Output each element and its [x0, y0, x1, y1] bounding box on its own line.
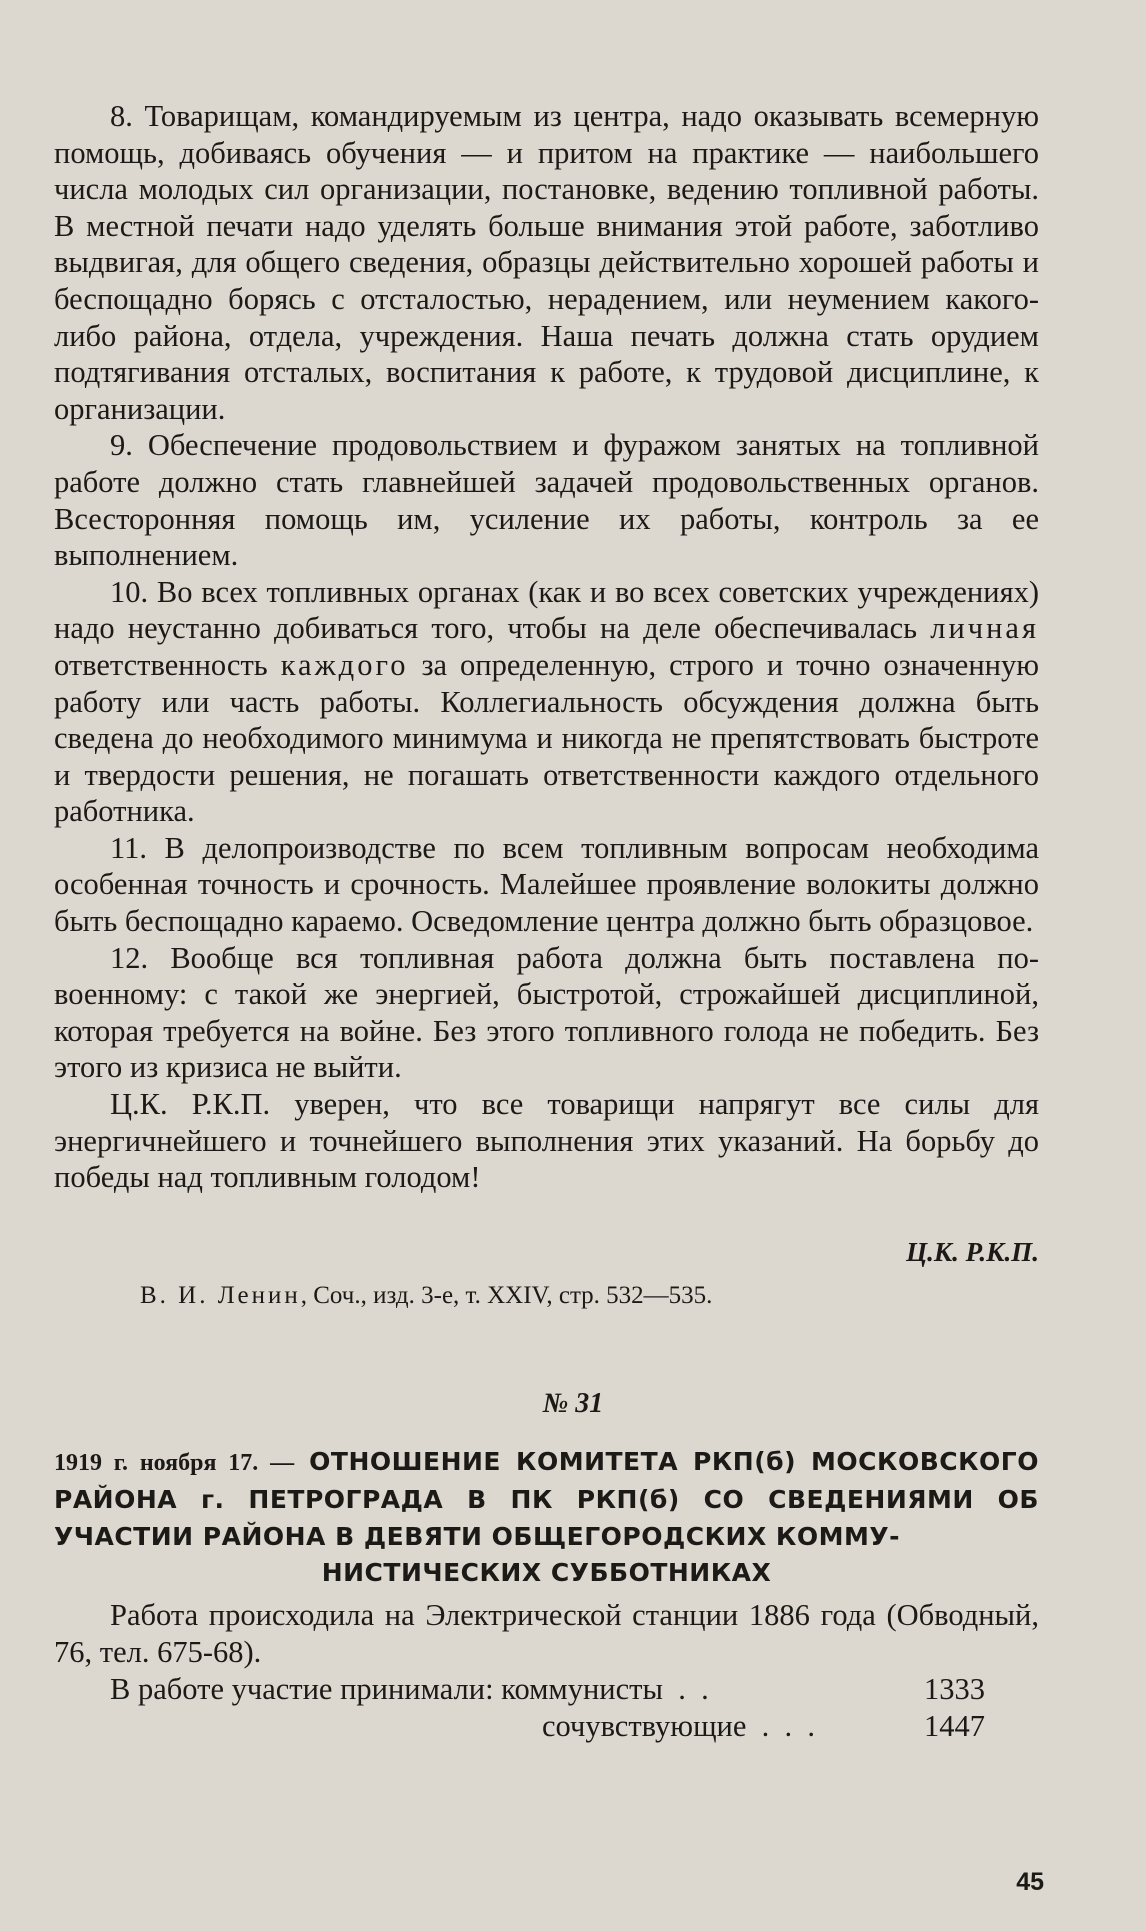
paragraph-11: 11. В делопроизводстве по всем топливным вопросам необходима особенная точность и срочность. Малейшее проявление волокиты должно быть беспощадно караемо. Осведомление центра должно быть образцовое.	[54, 830, 1039, 939]
main-text	[54, 98, 1039, 1196]
document-body	[54, 1597, 1039, 1745]
paragraph-closing: Ц.К. Р.К.П. уверен, что все товарищи напрягут все силы для энергичнейшего и точнейшего выполнения этих указаний. На борьбу до победы над топливным голодом!	[54, 1087, 1039, 1195]
p10-part2: ответственность	[54, 647, 281, 682]
sympathizers-label: сочувствующие . . .	[542, 1709, 816, 1743]
participation-row-communists	[54, 1671, 1039, 1708]
sympathizers-count: 1447	[924, 1709, 985, 1743]
paragraph-9: 9. Обеспечение продовольствием и фуражом занятых на топливной работе должно стать главнейшей задачей продовольственных органов. Всесторонняя помощь им, усиление их работы, контроль за ее выполнением.	[54, 428, 1039, 573]
heading-date: 1919 г. ноября 17. —	[54, 1450, 295, 1476]
heading-title-last: НИСТИЧЕСКИХ СУББОТНИКАХ	[321, 1558, 772, 1587]
p10-emphasis-personal: личная	[930, 611, 1039, 646]
page-number: 45	[1016, 1868, 1044, 1896]
p10-part3: за определенную, строго и точно означенную работу или часть работы. Коллегиальность обсуждения должна быть сведена до необходимого минимума и никогда не препятствовать быстроте и твердости решения, не погашать ответственности каждого отдельного работника.	[54, 647, 1039, 829]
document-number: № 31	[542, 1388, 604, 1419]
p10-emphasis-each: каждого	[280, 647, 409, 682]
document-heading	[54, 1443, 1039, 1591]
communists-count: 1333	[924, 1672, 985, 1706]
signature: Ц.К. Р.К.П.	[906, 1237, 1039, 1267]
participation-row-sympathizers	[54, 1708, 1039, 1745]
citation-author: В. И. Ленин	[140, 1282, 301, 1309]
citation-rest: , Соч., изд. 3-е, т. XXIV, стр. 532—535.	[300, 1282, 713, 1309]
participation-intro: В работе участие принимали: коммунисты . .	[110, 1672, 709, 1706]
body-paragraph: Работа происходила на Электрической станции 1886 года (Обводный, 76, тел. 675-68).	[54, 1598, 1039, 1669]
paragraph-10	[54, 574, 1039, 830]
source-citation	[140, 1282, 712, 1310]
paragraph-8: 8. Товарищам, командируемым из центра, надо оказывать всемерную помощь, добиваясь обучения — и притом на практике — наибольшего числа молодых сил организации, постановке, ведению топливной работы. В местной печати надо уделять больше внимания этой работе, заботливо выдвигая, для общего сведения, образцы действительно хорошей работы и беспощадно борясь с отсталостью, нерадением, или неумением какого-либо района, отдела, учреждения. Наша печать должна стать орудием подтягивания отсталых, воспитания к работе, к трудовой дисциплине, к организации.	[54, 99, 1039, 426]
p10-part1: 10. Во всех топливных органах (как и во всех советских учреждениях) надо неустанно добиваться того, чтобы на деле обеспечивалась	[54, 574, 1039, 646]
paragraph-12: 12. Вообще вся топливная работа должна быть поставлена по-военному: с такой же энергией, быстротой, строжайшей дисциплиной, которая требуется на войне. Без этого топливного голода не победить. Без этого из кризиса не выйти.	[54, 940, 1039, 1085]
heading-title: ОТНОШЕНИЕ КОМИТЕТА РКП(б) МОСКОВСКОГО РАЙОНА г. ПЕТРОГРАДА В ПК РКП(б) СО СВЕДЕНИЯМИ ОБ УЧАСТИИ РАЙОНА В ДЕВЯТИ ОБЩЕГОРОДСКИХ КОММУ-	[54, 1447, 1039, 1551]
